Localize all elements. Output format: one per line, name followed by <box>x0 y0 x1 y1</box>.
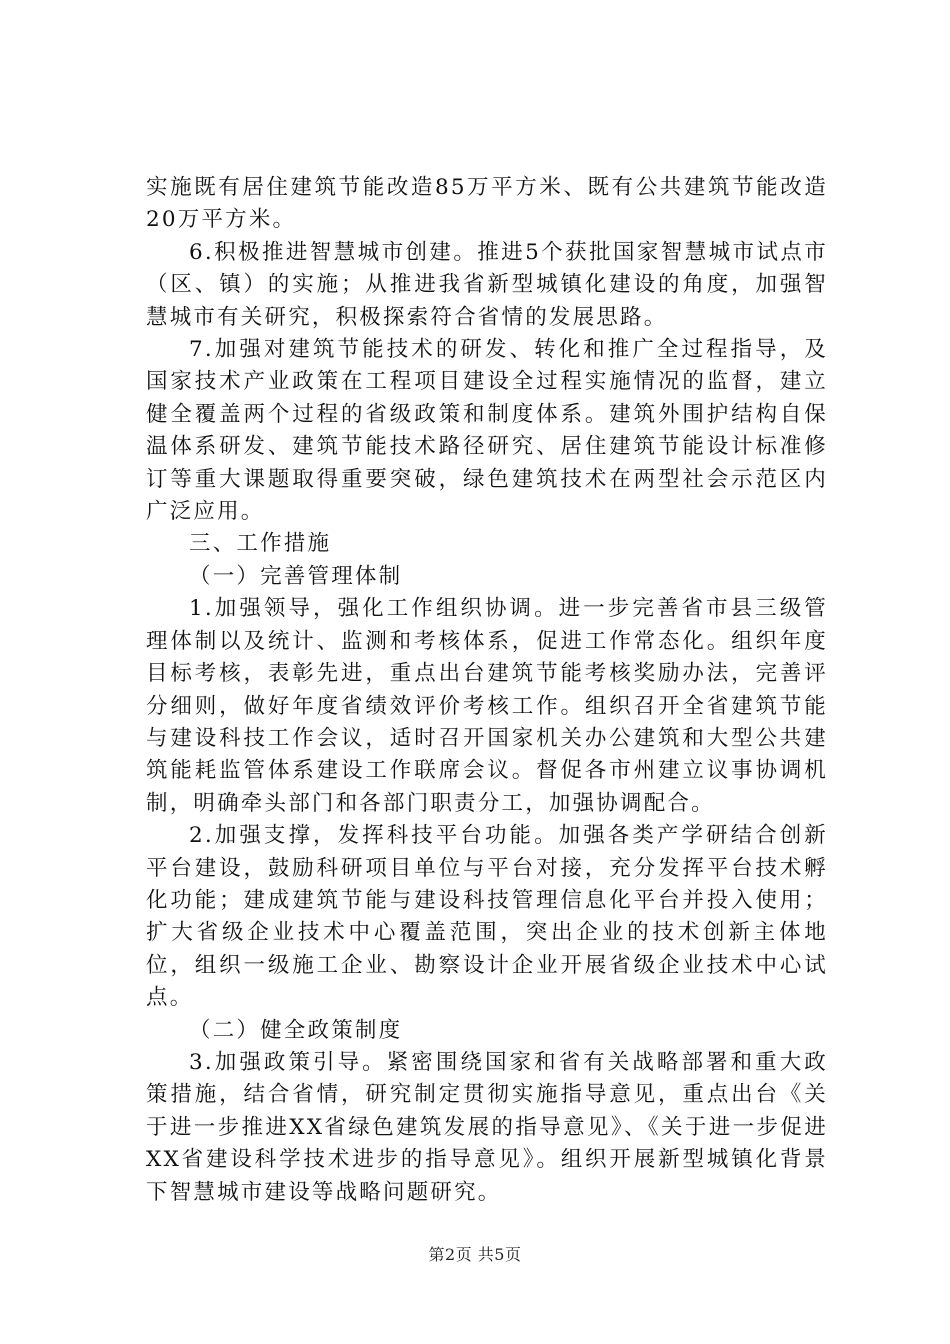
subsection-heading-1: （一）完善管理体制 <box>189 563 403 589</box>
section-heading-3: 三、工作措施 <box>189 531 332 557</box>
subsection-heading-2: （二）健全政策制度 <box>189 1017 403 1043</box>
paragraph-continuation: 实施既有居住建筑节能改造85万平方米、既有公共建筑节能改造20万平方米。 <box>146 175 828 233</box>
paragraph-measure-3: 3.加强政策引导。紧密围绕国家和省有关战略部署和重大政策措施，结合省情，研究制定贯彻实施指导意见，重点出台《关于进一步推进XX省绿色建筑发展的指导意见》、《关于进一步促进XX省建设科学技术进步的指导意见》。组织开展新型城镇化背景下智慧城市建设等战略问题研究。 <box>146 1049 828 1205</box>
paragraph-measure-2: 2.加强支撑，发挥科技平台功能。加强各类产学研结合创新平台建设，鼓励科研项目单位与平台对接，充分发挥平台技术孵化功能；建成建筑节能与建设科技管理信息化平台并投入使用；扩大省级企业技术中心覆盖范围，突出企业的技术创新主体地位，组织一级施工企业、勘察设计企业开展省级企业技术中心试点。 <box>146 823 828 1011</box>
page-number-footer: 第2页 共5页 <box>428 1245 522 1264</box>
paragraph-measure-1: 1.加强领导，强化工作组织协调。进一步完善省市县三级管理体制以及统计、监测和考核体系，促进工作常态化。组织年度目标考核，表彰先进，重点出台建筑节能考核奖励办法，完善评分细则，做好年度省绩效评价考核工作。组织召开全省建筑节能与建设科技工作会议，适时召开国家机关办公建筑和大型公共建筑能耗监管体系建设工作联席会议。督促各市州建立议事协调机制，明确牵头部门和各部门职责分工，加强协调配合。 <box>146 596 828 816</box>
document-body <box>146 172 828 1209</box>
paragraph-item-7: 7.加强对建筑节能技术的研发、转化和推广全过程指导，及国家技术产业政策在工程项目建设全过程实施情况的监督，建立健全覆盖两个过程的省级政策和制度体系。建筑外围护结构自保温体系研发、建筑节能技术路径研究、居住建筑节能设计标准修订等重大课题取得重要突破，绿色建筑技术在两型社会示范区内广泛应用。 <box>146 337 828 525</box>
paragraph-item-6: 6.积极推进智慧城市创建。推进5个获批国家智慧城市试点市（区、镇）的实施；从推进我省新型城镇化建设的角度，加强智慧城市有关研究，积极探索符合省情的发展思路。 <box>146 239 828 330</box>
